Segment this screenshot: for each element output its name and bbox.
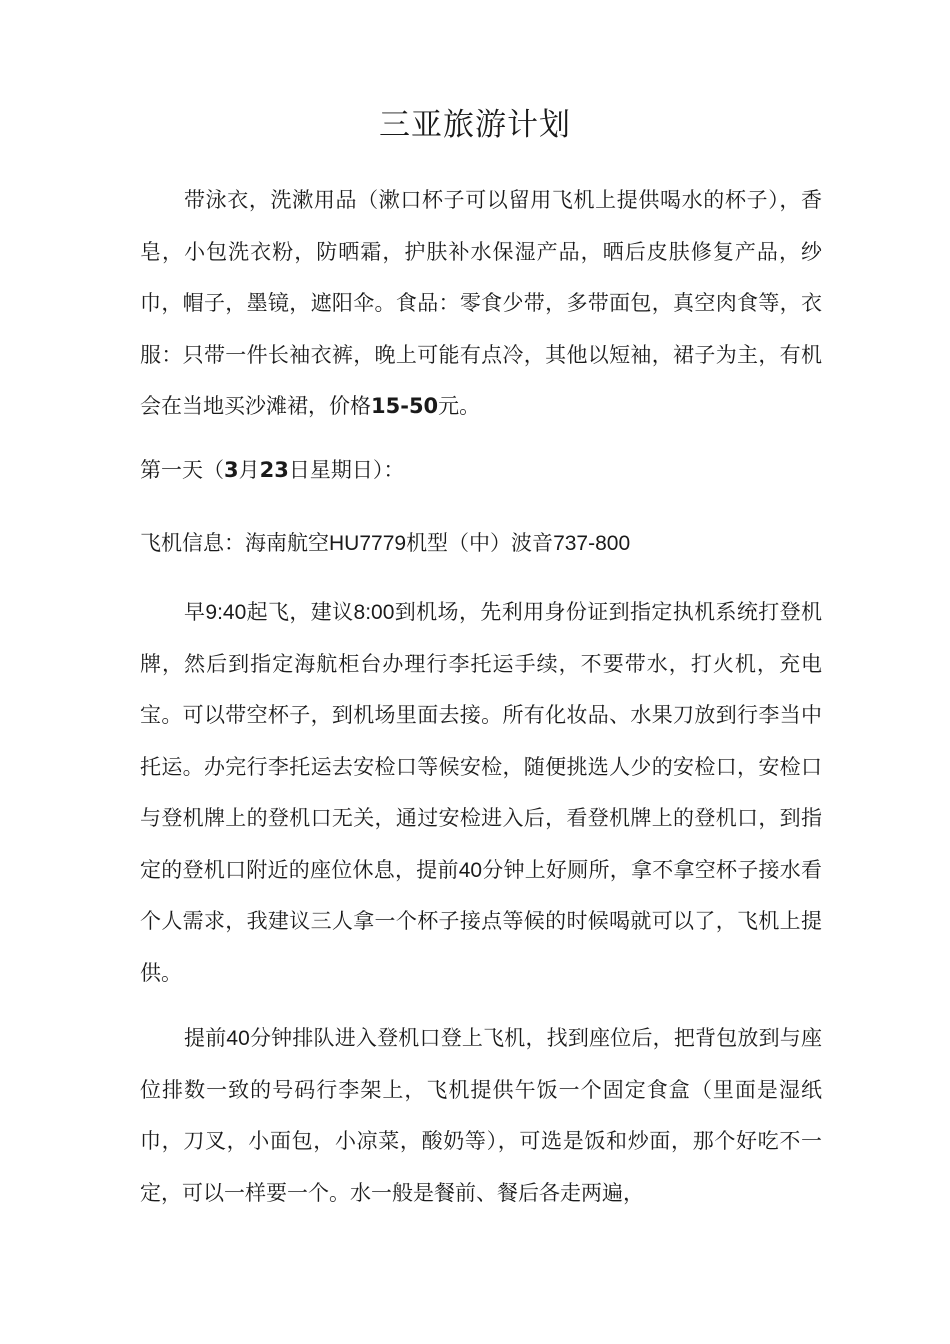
flight-number: HU7779: [329, 532, 407, 555]
flight-model-label: 机型（中）波音: [406, 531, 554, 555]
boarding-minutes: 40: [226, 1027, 250, 1050]
restroom-minutes: 40: [458, 858, 483, 882]
day-one-heading: [140, 445, 822, 497]
departure-paragraph: [140, 587, 822, 999]
boarding-text-1: 提前: [184, 1026, 227, 1050]
flight-info-line: [140, 518, 822, 570]
takeoff-time: 9:40: [205, 601, 247, 624]
departure-text-1: 早: [184, 600, 206, 624]
departure-text-4: 分钟上好厕所，拿不拿空杯子接水看个人需求，我建议三人拿一个杯子接点等候的时候喝就可以了，飞机上提供。: [140, 857, 823, 985]
day-one-prefix: 第一天（: [140, 458, 224, 482]
beach-skirt-price: 15-50: [371, 394, 439, 418]
page-title: 三亚旅游计划: [379, 107, 571, 143]
day-one-month-unit: 月: [238, 458, 260, 482]
boarding-text-2: 分钟排队进入登机口登上飞机，找到座位后，把背包放到与座位排数一致的号码行李架上，飞机提供午饭一个固定食盒（里面是湿纸巾，刀叉，小面包，小凉菜，酸奶等），可选是饭和炒面，那个好吃不一定，可以一样要一个。水一般是餐前、餐后各走两遍，: [140, 1026, 822, 1205]
departure-text-3: 到机场，先利用身份证到指定执机系统打登机牌，然后到指定海航柜台办理行李托运手续，不要带水，打火机，充电宝。可以带空杯子，到机场里面去接。所有化妆品、水果刀放到行李当中托运。办完行李托运去安检口等候安检，随便挑选人少的安检口，安检口与登机牌上的登机口无关，通过安检进入后，看登机牌上的登机口，到指定的登机口附近的座位休息，提前: [140, 600, 823, 882]
packing-list-text: 带泳衣，洗漱用品（漱口杯子可以留用飞机上提供喝水的杯子），香皂，小包洗衣粉，防晒霜，护肤补水保湿产品，晒后皮肤修复产品，纱巾，帽子，墨镜，遮阳伞。食品：零食少带，多带面包，真空肉食等，衣服：只带一件长袖衣裤，晚上可能有点冷，其他以短袖，裙子为主，有机会在当地买沙滩裙，价格: [140, 188, 822, 418]
aircraft-model: 737-800: [553, 532, 631, 555]
day-one-suffix: 日星期日）：: [288, 458, 405, 482]
flight-info-prefix: 飞机信息：海南航空: [140, 531, 329, 555]
price-unit: 元。: [438, 394, 481, 418]
boarding-paragraph: [140, 1013, 822, 1219]
day-one-month: 3: [224, 458, 239, 482]
packing-list-paragraph: [140, 175, 822, 433]
departure-text-2: 起飞，建议: [246, 600, 354, 624]
arrival-time: 8:00: [353, 601, 395, 624]
day-one-date: 23: [259, 458, 289, 482]
